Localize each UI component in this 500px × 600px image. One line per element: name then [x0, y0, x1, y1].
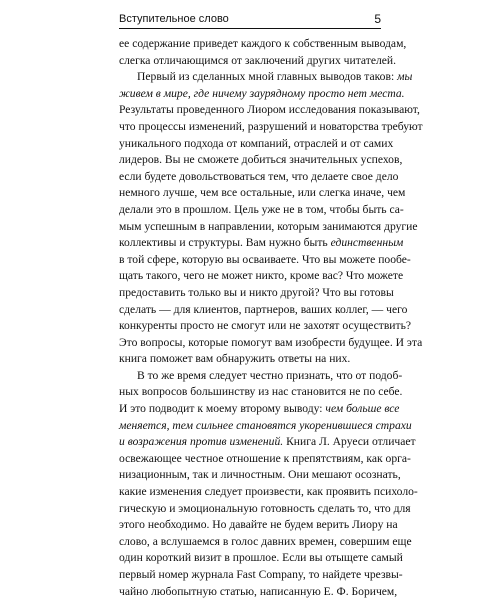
text-line — [119, 285, 394, 302]
text-line — [119, 69, 413, 86]
text-line — [119, 501, 411, 518]
text-run: слово, а вслушаемся в голос давних времен, совершим еще — [119, 534, 412, 548]
text-line — [119, 235, 404, 252]
text-run: Это вопросы, которые помогут вам изобрести будущее. И эта — [119, 335, 423, 349]
text-run: что процессы изменений, разрушений и новаторства требуют — [119, 119, 423, 133]
text-run: делали это в прошлом. Цель уже не в том, чтобы быть са- — [119, 202, 404, 216]
text-line — [119, 584, 398, 600]
text-run: низационным, так и личностным. Они мешают осознать, — [119, 468, 401, 482]
text-run: предоставить только вы и никто другой? Что вы готовы — [119, 285, 394, 299]
text-line — [119, 517, 398, 534]
italic-text: единственным — [330, 236, 404, 250]
text-run: слегка отличающимся от заключений других читателей. — [119, 53, 397, 67]
text-run: лидеров. Вы не сможете добиться значительных успехов, — [119, 153, 403, 167]
italic-text: живем в мире, где ничему заурядному просто нет места. — [119, 86, 405, 100]
text-line — [119, 86, 405, 103]
text-run: гическую и эмоциональную готовность сделать то, что для — [119, 501, 411, 515]
text-line — [119, 302, 408, 319]
text-line — [119, 484, 418, 501]
text-run: уникального подхода от компаний, отраслей и от самих — [119, 136, 394, 150]
page-number: 5 — [374, 12, 381, 26]
text-run: какие изменения следует произвести, как проявить психоло- — [119, 485, 418, 499]
text-run: освежающее честное отношение к препятствиям, как орга- — [119, 451, 411, 465]
text-run: если будете довольствоваться тем, что делаете свое дело — [119, 169, 399, 183]
text-run: Первый из сделанных мной главных выводов таков: — [137, 70, 398, 84]
text-line — [119, 368, 403, 385]
text-line — [119, 219, 418, 236]
text-line — [119, 467, 401, 484]
text-run: В то же время следует честно признать, что от подоб- — [137, 368, 403, 382]
text-run: ее содержание приведет каждого к собственным выводам, — [119, 37, 407, 50]
text-line — [119, 451, 411, 468]
text-line — [119, 169, 399, 186]
text-line — [119, 550, 403, 567]
italic-text: и возражения против изменений. — [119, 435, 284, 449]
text-line — [119, 401, 400, 418]
text-line — [119, 351, 381, 368]
text-line — [119, 136, 394, 153]
text-run: немного лучше, чем все остальные, или слегка иначе, чем — [119, 186, 406, 200]
italic-text: мы — [397, 70, 413, 84]
text-line — [119, 335, 423, 352]
text-line — [119, 318, 412, 335]
text-line — [119, 36, 407, 53]
text-line — [119, 53, 397, 70]
text-line — [119, 185, 406, 202]
text-run: этого необходимо. Но давайте не будем верить Лиору на — [119, 518, 398, 532]
text-line — [119, 434, 416, 451]
chapter-title: Вступительное слово — [119, 13, 229, 25]
text-line — [119, 102, 420, 119]
text-run: в той сфере, которую вы осваиваете. Что вы можете пообе- — [119, 252, 411, 266]
text-line — [119, 384, 403, 401]
text-run: мым успешным в направлении, которым занимаются другие — [119, 219, 418, 233]
text-run: Книга Л. Аруеси отличает — [283, 435, 416, 449]
text-run: первый номер журнала Fast Company, то найдете чрезвы- — [119, 568, 403, 581]
text-line — [119, 534, 412, 551]
text-line — [119, 418, 412, 435]
text-run: сделать — для клиентов, партнеров, ваших коллег, — чего — [119, 302, 408, 316]
text-line — [119, 202, 404, 219]
text-run: И это подводит к моему второму выводу: — [119, 402, 326, 416]
text-run: конкуренты просто не смогут или не захотят осуществить? — [119, 319, 412, 333]
text-run: чайно любопытную статью, написанную Е. Ф. Боричем, — [119, 584, 398, 598]
italic-text: меняется, тем сильнее становятся укоренившиеся страхи — [119, 418, 412, 432]
text-run: ных вопросов большинству из нас становится не по себе. — [119, 385, 403, 399]
text-line — [119, 152, 403, 169]
running-header — [119, 12, 381, 29]
text-run: коллективы и структуры. Вам нужно быть — [119, 236, 331, 250]
text-run: щать такого, чего не может никто, кроме вас? Что можете — [119, 269, 404, 283]
text-line — [119, 119, 423, 136]
text-line — [119, 252, 411, 269]
text-run: Результаты проведенного Лиором исследования показывают, — [119, 103, 420, 117]
text-run: один короткий визит в прошлое. Если вы отыщете самый — [119, 551, 403, 565]
text-line — [119, 567, 403, 584]
body-text — [119, 36, 423, 600]
text-run: книга поможет вам обнаружить ответы на них. — [119, 352, 351, 366]
text-line — [119, 268, 404, 285]
italic-text: чем больше все — [325, 402, 400, 416]
